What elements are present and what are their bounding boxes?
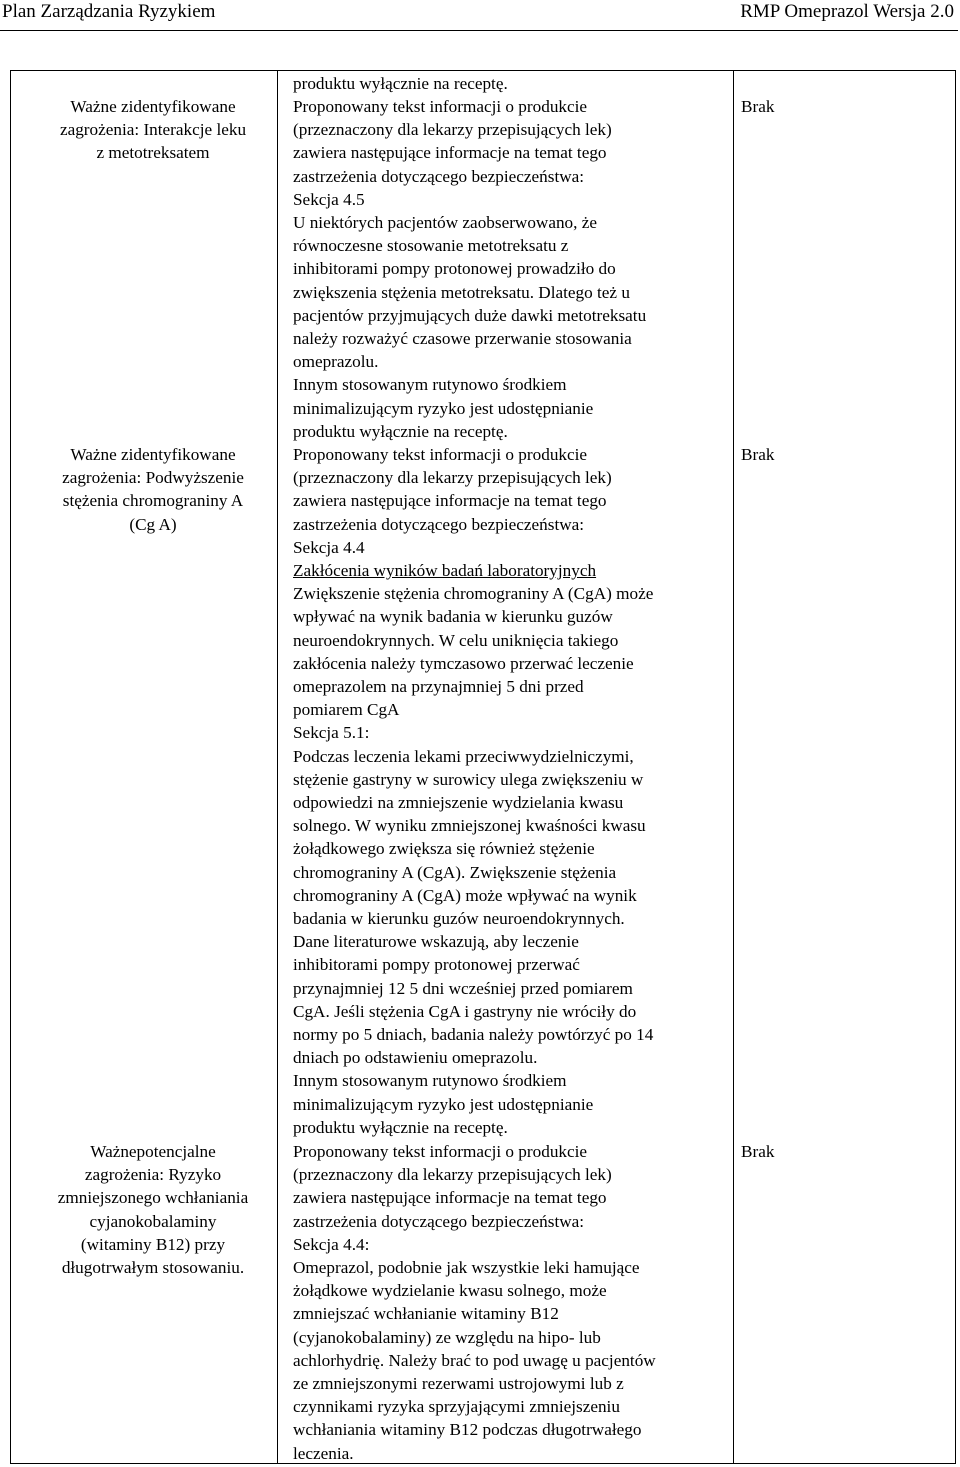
text-line: zawiera następujące informacje na temat tego: [293, 1188, 607, 1208]
text-line: Proponowany tekst informacji o produkcie: [293, 97, 588, 116]
text-line: (przeznaczony dla lekarzy przepisujących lek): [293, 120, 612, 140]
risk-line: zagrożenia: Podwyższenie: [62, 468, 244, 488]
text-line: Sekcja 4.4:: [293, 1234, 370, 1254]
text-line: Sekcja 4.4: [293, 537, 365, 557]
risk-line: (Cg A): [129, 514, 177, 534]
text-line: czynnikami ryzyka sprzyjającymi zmniejszeniu: [293, 1397, 620, 1417]
risk-line: zagrożenia: Interakcje leku: [59, 120, 247, 140]
text-line: wpływać na wynik badania w kierunku guzów: [293, 607, 613, 627]
text-line: (przeznaczony dla lekarzy przepisujących lek): [293, 468, 612, 488]
text-line: Innym stosowanym rutynowo środkiem: [293, 1071, 567, 1091]
risk-line: cyjanokobalaminy: [89, 1211, 217, 1231]
text-line: U niektórych pacjentów zaobserwowano, że: [293, 213, 598, 233]
text-line: produktu wyłącznie na receptę.: [293, 1117, 508, 1137]
text-line: zawiera następujące informacje na temat tego: [293, 143, 607, 163]
text-line: (cyjanokobalaminy) ze względu na hipo- lub: [293, 1327, 601, 1347]
text-line: inhibitorami pompy protonowej przerwać: [293, 955, 580, 975]
risk-measures-vitamin-b12: [293, 1140, 725, 1465]
text-line: zwiększenia stężenia metotreksatu. Dlatego też u: [293, 282, 630, 302]
text-line: produktu wyłącznie na receptę.: [293, 421, 508, 441]
risk-name-methotrexate: [37, 95, 269, 165]
text-line: pomiarem CgA: [293, 700, 400, 720]
text-line: żołądkowe wydzielanie kwasu solnego, może: [293, 1281, 607, 1301]
text-line: wchłaniania witaminy B12 podczas długotrwałego: [293, 1420, 642, 1440]
text-line: inhibitorami pompy protonowej prowadziło do: [293, 259, 616, 279]
text-line: Proponowany tekst informacji o produkcie: [293, 445, 588, 464]
text-line: należy rozważyć czasowe przerwanie stosowania: [293, 329, 632, 349]
text-line: Sekcja 4.5: [293, 189, 365, 209]
text-line: zastrzeżenia dotyczącego bezpieczeństwa:: [293, 514, 585, 534]
text-line: zakłócenia należy tymczasowo przerwać leczenie: [293, 653, 634, 673]
text-line: Innym stosowanym rutynowo środkiem: [293, 375, 567, 395]
document-version: RMP Omeprazol Wersja 2.0: [740, 1, 954, 22]
text-line: badania w kierunku guzów neuroendokrynnych.: [293, 909, 625, 929]
column-divider-1: [277, 70, 278, 1464]
text-line: Zwiększenie stężenia chromograniny A (CgA) może: [293, 584, 654, 604]
text-line: Dane literaturowe wskazują, aby leczenie: [293, 932, 579, 952]
risk-line: z metotreksatem: [96, 143, 210, 163]
risk-line: (witaminy B12) przy: [80, 1234, 226, 1254]
continuation-text: [293, 72, 725, 95]
column-divider-2: [733, 70, 734, 1464]
text-line: leczenia.: [293, 1443, 354, 1463]
text-line: minimalizującym ryzyko jest udostępnianie: [293, 1094, 594, 1114]
risk-line: długotrwałym stosowaniu.: [61, 1258, 245, 1278]
text-line: chromograniny A (CgA). Zwiększenie stężenia: [293, 862, 617, 882]
text-line: zmniejszać wchłanianie witaminy B12: [293, 1304, 559, 1324]
text-line: solnego. W wyniku zmniejszonej kwaśności kwasu: [293, 816, 646, 836]
text-line: produktu wyłącznie na receptę.: [293, 74, 508, 93]
risk-name-vitamin-b12: [37, 1140, 269, 1279]
text-line: zastrzeżenia dotyczącego bezpieczeństwa:: [293, 166, 585, 186]
text-line: omeprazolu.: [293, 352, 379, 372]
text-line: ze zmniejszonymi rezerwami ustrojowymi lub z: [293, 1374, 624, 1394]
text-line: Podczas leczenia lekami przeciwwydzielniczymi,: [293, 746, 634, 766]
additional-measures-methotrexate: Brak: [741, 97, 775, 116]
risk-measures-methotrexate: [293, 95, 725, 443]
text-line: odpowiedzi na zmniejszenie wydzielania kwasu: [293, 793, 624, 813]
additional-measures-chromogranin: Brak: [741, 445, 775, 464]
text-line: achlorhydrię. Należy brać to pod uwagę u pacjentów: [293, 1350, 656, 1370]
risk-name-chromogranin: [37, 443, 269, 536]
text-line: Omeprazol, podobnie jak wszystkie leki hamujące: [293, 1258, 640, 1278]
text-line: dniach po odstawieniu omeprazolu.: [293, 1048, 538, 1068]
text-line: pacjentów przyjmujących duże dawki metotreksatu: [293, 305, 647, 325]
risk-line: zmniejszonego wchłaniania: [57, 1188, 249, 1208]
text-line: normy po 5 dniach, badania należy powtórzyć po 14: [293, 1025, 654, 1045]
text-line: minimalizującym ryzyko jest udostępnianie: [293, 398, 594, 418]
text-line: neuroendokrynnych. W celu uniknięcia takiego: [293, 630, 619, 650]
document-title: Plan Zarządzania Ryzykiem: [2, 1, 216, 22]
text-line: stężenie gastryny w surowicy ulega zwiększeniu w: [293, 769, 644, 789]
text-line: chromograniny A (CgA) może wpływać na wynik: [293, 885, 637, 905]
text-line: równoczesne stosowanie metotreksatu z: [293, 236, 569, 256]
page-header: [0, 0, 960, 40]
risk-line: zagrożenia: Ryzyko: [84, 1165, 222, 1185]
additional-measures-vitamin-b12: Brak: [741, 1142, 775, 1161]
text-line: Sekcja 5.1:: [293, 723, 370, 743]
text-line: (przeznaczony dla lekarzy przepisujących lek): [293, 1165, 612, 1185]
text-line: zastrzeżenia dotyczącego bezpieczeństwa:: [293, 1211, 585, 1231]
text-line: Proponowany tekst informacji o produkcie: [293, 1142, 588, 1161]
text-line: omeprazolem na przynajmniej 5 dni przed: [293, 677, 584, 697]
risk-measures-chromogranin: [293, 443, 725, 1139]
risk-line: Ważne zidentyfikowane: [70, 445, 236, 464]
header-divider: [0, 30, 958, 31]
text-line: przynajmniej 12 5 dni wcześniej przed pomiarem: [293, 978, 633, 998]
risk-line: Ważne zidentyfikowane: [70, 97, 236, 116]
section-heading: Zakłócenia wyników badań laboratoryjnych: [293, 561, 597, 581]
risk-line: stężenia chromograniny A: [62, 491, 244, 511]
risk-line: Ważnepotencjalne: [90, 1142, 216, 1161]
text-line: CgA. Jeśli stężenia CgA i gastryny nie wróciły do: [293, 1001, 637, 1021]
text-line: zawiera następujące informacje na temat tego: [293, 491, 607, 511]
text-line: żołądkowego zwiększa się również stężenie: [293, 839, 595, 859]
